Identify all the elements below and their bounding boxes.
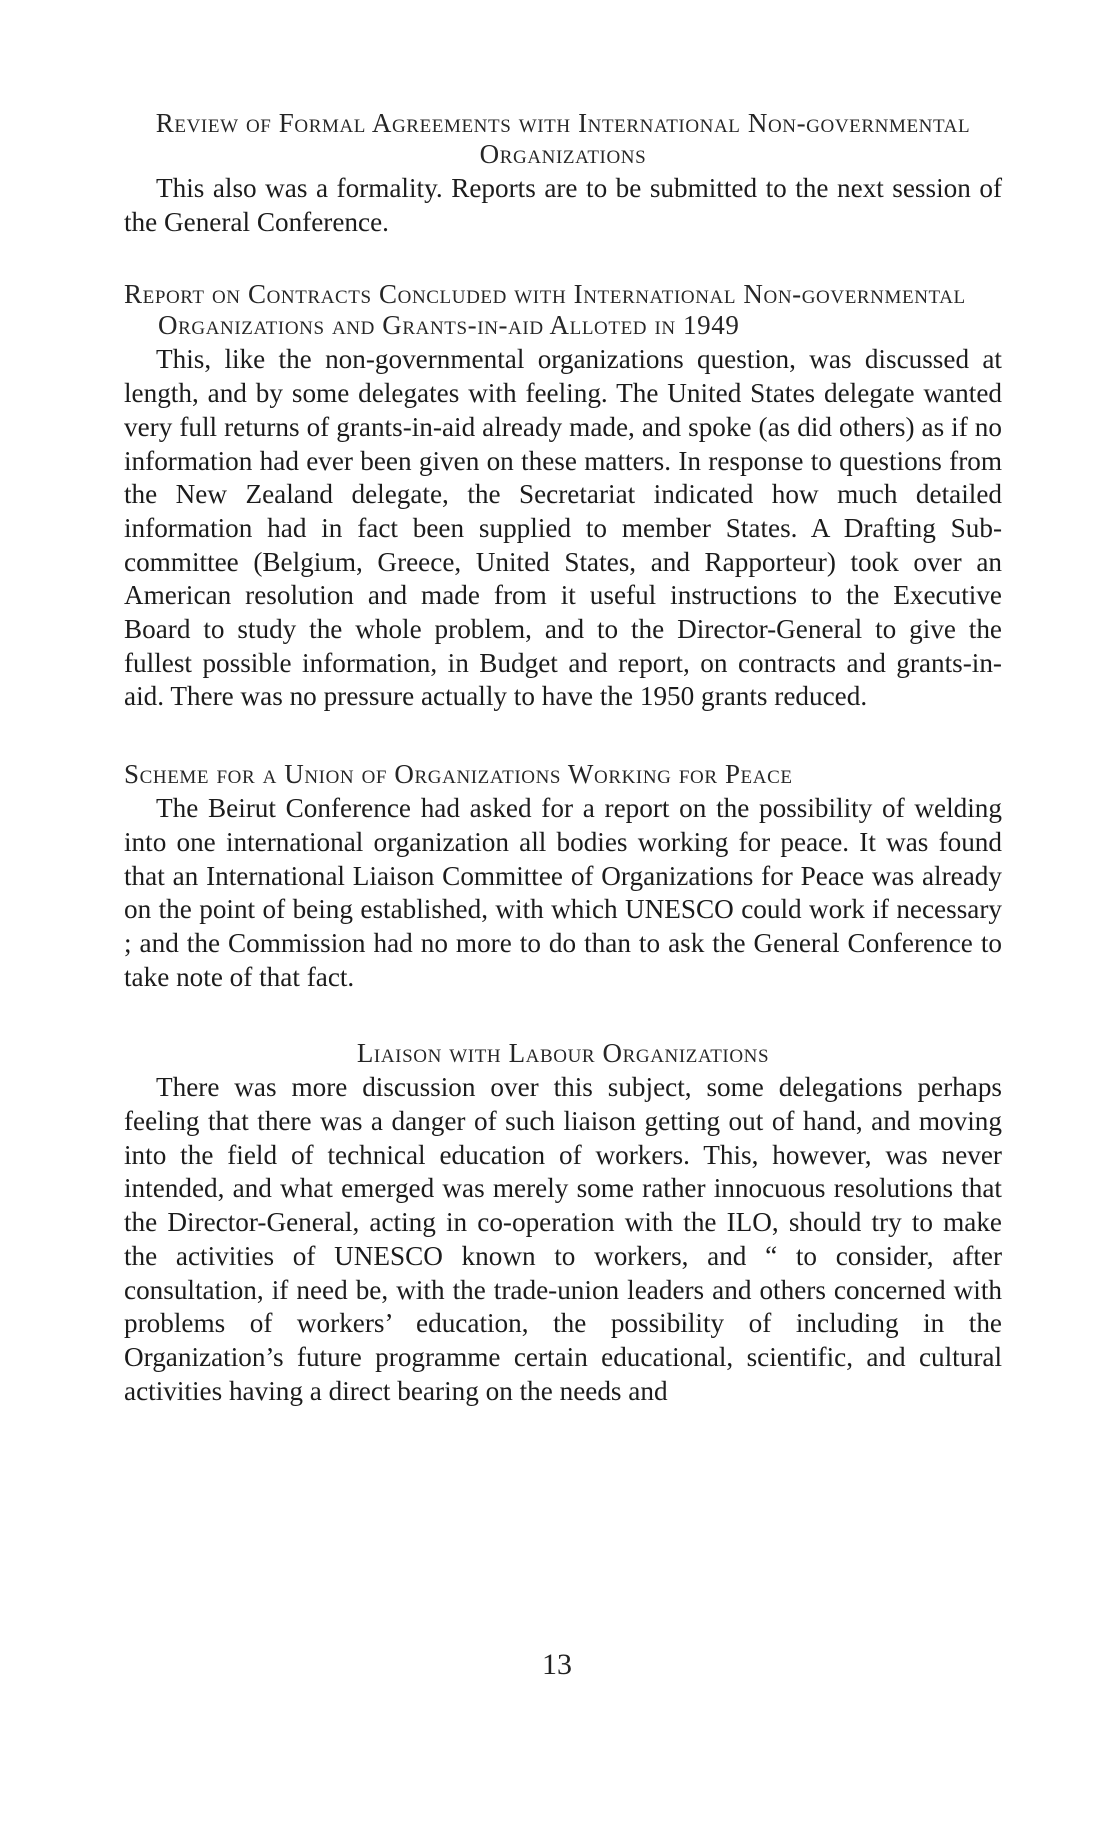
section-union-scheme [124, 759, 1002, 994]
section-paragraph: There was more discussion over this subject, some delegations perhaps feeling that there was a danger of such liaison getting out of hand, and moving into the field of technical education of workers. This, however, was never intended, and what emerged was merely some rather innocuous resolutions that the Director-General, acting in co-operation with the ILO, should try to make the activities of UNESCO known to workers, and “ to consider, after consultation, if need be, with the trade-union leaders and others concerned with problems of workers’ education, the possibility of including in the Organization’s future programme certain educational, scientific, and cultural activities having a direct bearing on the needs and [124, 1072, 1002, 1406]
page-number: 13 [542, 1648, 572, 1681]
section-heading: Review of Formal Agreements with International Non-governmental Organizations [155, 108, 971, 169]
section-labour-liaison [124, 1038, 1002, 1408]
section-paragraph: This, like the non-governmental organizations question, was discussed at length, and by some delegates with feeling. The United States delegate wanted very full returns of grants-in-aid already made, and spoke (as did others) as if no information had ever been given on these matters. In response to questions from the New Zealand delegate, the Secretariat indicated how much detailed information had in fact been supplied to member States. A Drafting Sub-committee (Belgium, Greece, United States, and Rapporteur) took over an American resolution and made from it useful instructions to the Executive Board to study the whole problem, and to the Director-General to give the fullest possible information, in Budget and report, on contracts and grants-in-aid. There was no pressure actually to have the 1950 grants reduced. [124, 344, 1002, 712]
section-paragraph: The Beirut Conference had asked for a report on the possibility of welding into one international organization all bodies working for peace. It was found that an International Liaison Committee of Organizations for Peace was already on the point of being established, with which UNESCO could work if necessary ; and the Commission had no more to do than to ask the General Conference to take note of that fact. [124, 793, 1002, 992]
section-formal-agreements [124, 108, 1002, 239]
section-paragraph: This also was a formality. Reports are to be submitted to the next session of the General Conference. [124, 173, 1002, 237]
section-heading: Liaison with Labour Organizations [356, 1038, 770, 1069]
section-contracts-report [124, 279, 1002, 714]
section-heading: Report on Contracts Concluded with International Non-governmental Organizations and Grants-in-aid Alloted in 1949 [124, 279, 966, 341]
section-heading: Scheme for a Union of Organizations Working for Peace [124, 759, 793, 790]
document-page [124, 108, 1002, 1408]
